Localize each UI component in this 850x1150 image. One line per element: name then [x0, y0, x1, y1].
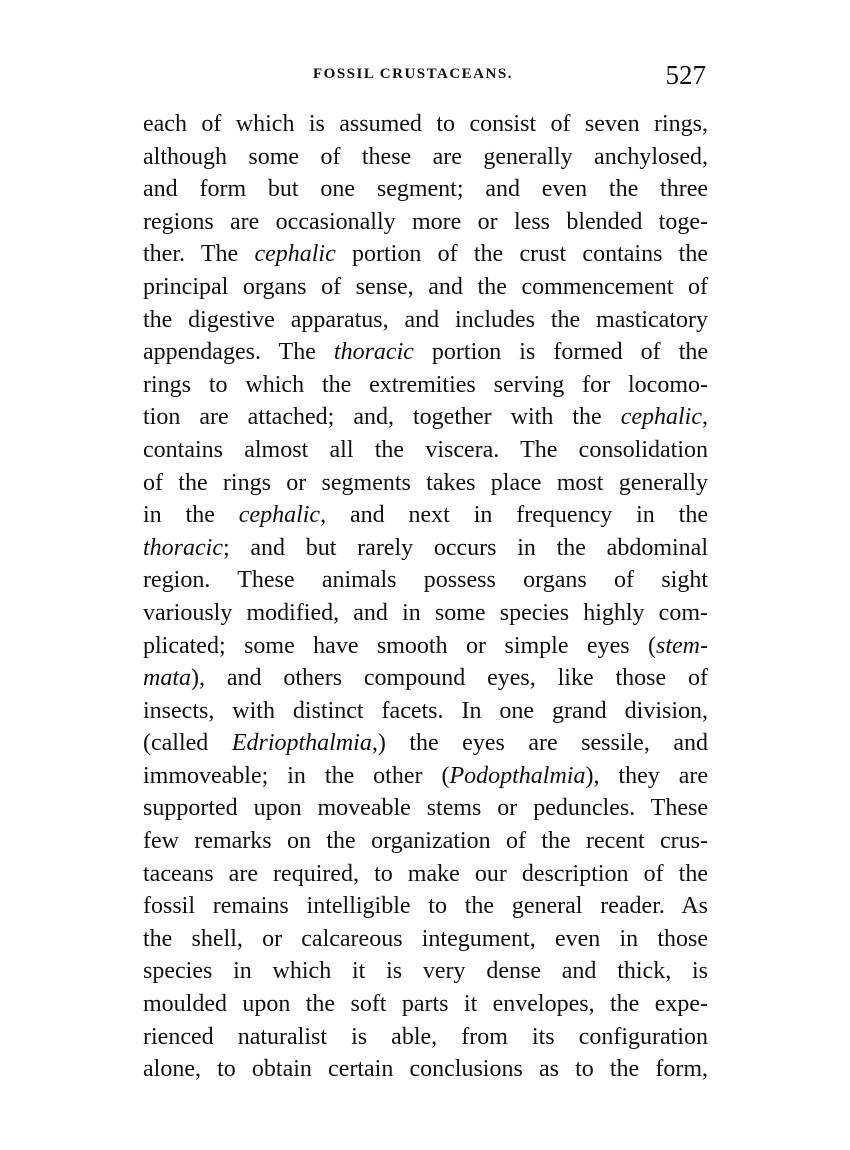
text-line: species in which it is very dense and thick, is	[143, 958, 708, 985]
text-line: thoracic; and but rarely occurs in the abdominal	[143, 534, 708, 561]
text-line: tion are attached; and, together with the cephalic,	[143, 404, 708, 431]
page-number: 527	[665, 60, 706, 90]
text-line: regions are occasionally more or less blended toge-	[143, 208, 708, 235]
text-line: mata), and others compound eyes, like those of	[143, 665, 708, 692]
body-text	[143, 108, 708, 1086]
text-line: ther. The cephalic portion of the crust contains the	[143, 241, 708, 268]
text-line: plicated; some have smooth or simple eyes (stem-	[143, 632, 708, 659]
text-line: each of which is assumed to consist of seven rings,	[143, 111, 708, 137]
text-line: although some of these are generally anchylosed,	[143, 143, 708, 170]
text-line: alone, to obtain certain conclusions as to the form,	[143, 1056, 708, 1083]
text-line: rienced naturalist is able, from its configuration	[143, 1023, 708, 1050]
text-line: region. These animals possess organs of sight	[143, 567, 708, 594]
text-line: insects, with distinct facets. In one grand division,	[143, 697, 708, 724]
text-line: supported upon moveable stems or peduncles. These	[143, 795, 708, 822]
page-header	[143, 60, 708, 92]
running-title: FOSSIL CRUSTACEANS.	[313, 66, 513, 82]
text-line: moulded upon the soft parts it envelopes, the expe-	[143, 991, 708, 1018]
text-line: appendages. The thoracic portion is formed of the	[143, 339, 708, 366]
text-line: and form but one segment; and even the three	[143, 176, 708, 203]
text-line: contains almost all the viscera. The consolidation	[143, 436, 708, 463]
text-line: in the cephalic, and next in frequency in the	[143, 502, 708, 529]
text-line: rings to which the extremities serving for locomo-	[143, 371, 708, 398]
text-line: taceans are required, to make our description of the	[143, 860, 708, 887]
text-line: immoveable; in the other (Podopthalmia), they are	[143, 762, 708, 789]
text-line: the digestive apparatus, and includes the masticatory	[143, 306, 708, 333]
text-line: principal organs of sense, and the commencement of	[143, 273, 708, 300]
text-line: few remarks on the organization of the recent crus-	[143, 828, 708, 855]
text-line: of the rings or segments takes place most generally	[143, 469, 708, 496]
text-line: (called Edriopthalmia,) the eyes are sessile, and	[143, 730, 708, 757]
text-line: the shell, or calcareous integument, even in those	[143, 925, 708, 952]
text-line: fossil remains intelligible to the general reader. As	[143, 893, 708, 920]
text-line: variously modified, and in some species highly com-	[143, 599, 708, 626]
